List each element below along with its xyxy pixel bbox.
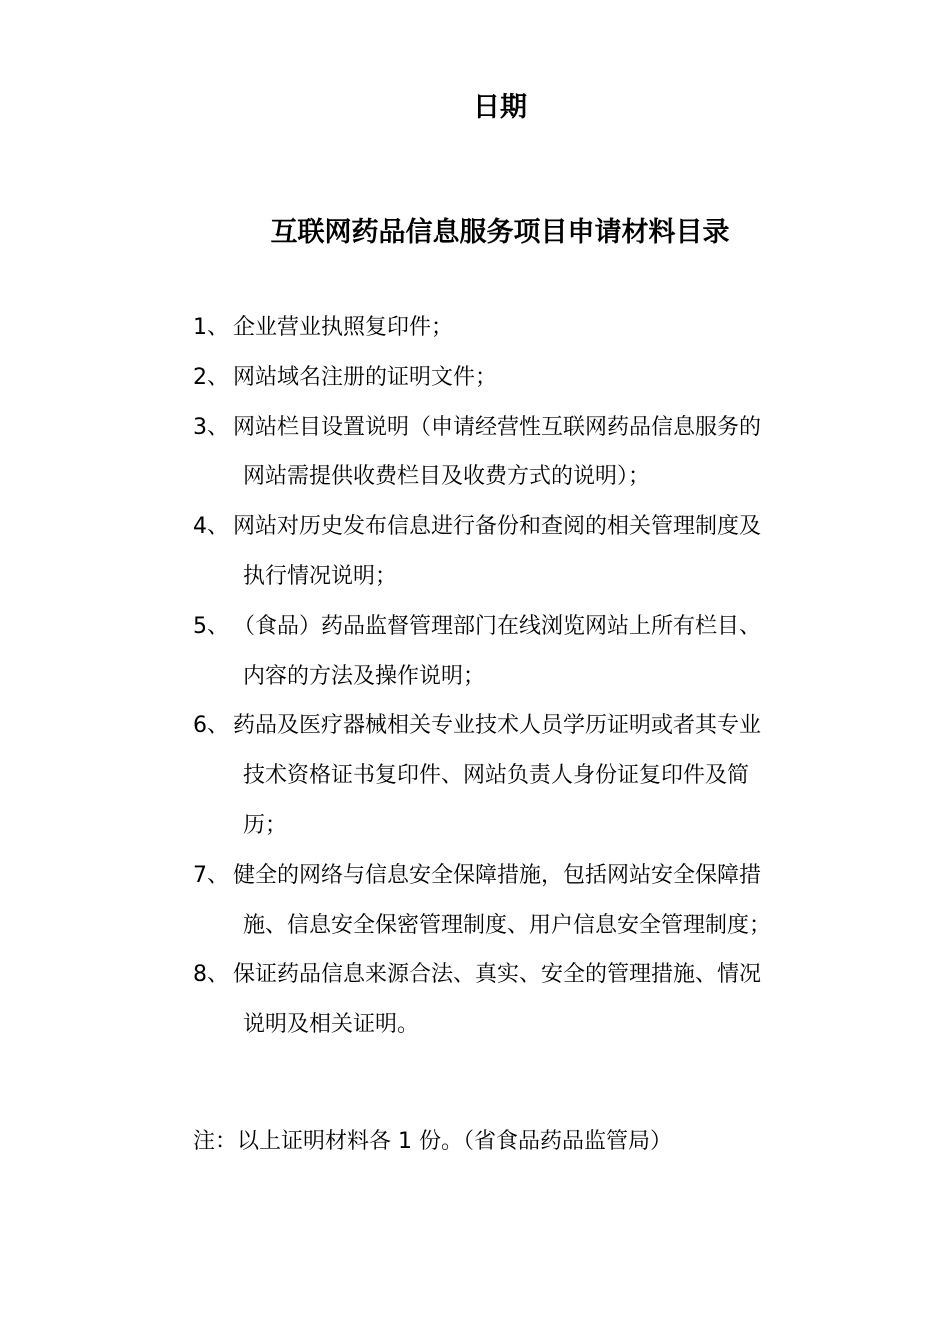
item-text bbox=[233, 353, 823, 403]
item-text bbox=[233, 701, 823, 850]
item-line: 技术资格证书复印件、网站负责人身份证复印件及简 bbox=[243, 763, 750, 789]
item-line: 施、信息安全保密管理制度、用户信息安全管理制度； bbox=[243, 912, 772, 938]
item-line: 说明及相关证明。 bbox=[243, 1012, 420, 1038]
item-line: 内容的方法及操作说明； bbox=[243, 663, 486, 689]
item-line: 执行情况说明； bbox=[243, 563, 398, 589]
item-text bbox=[233, 303, 823, 353]
footnote: 注：以上证明材料各 1 份。（省食品药品监管局） bbox=[193, 1129, 672, 1154]
item-line: （食品）药品监督管理部门在线浏览网站上所有栏目、 bbox=[233, 613, 762, 639]
list-item bbox=[193, 950, 823, 1050]
item-line: 保证药品信息来源合法、真实、安全的管理措施、情况 bbox=[233, 962, 762, 988]
item-line: 网站域名注册的证明文件； bbox=[233, 364, 498, 390]
list-item bbox=[193, 353, 823, 403]
item-number: 7、 bbox=[193, 862, 229, 888]
item-number: 1、 bbox=[193, 315, 229, 340]
item-line: 网站栏目设置说明（申请经营性互联网药品信息服务的 bbox=[233, 414, 762, 440]
date-heading: 日期 bbox=[473, 92, 527, 123]
item-line: 网站需提供收费栏目及收费方式的说明）； bbox=[243, 464, 651, 490]
materials-list bbox=[193, 303, 823, 1050]
item-text bbox=[233, 403, 823, 503]
item-line: 企业营业执照复印件； bbox=[233, 315, 454, 340]
item-number: 3、 bbox=[193, 414, 229, 440]
list-item bbox=[193, 701, 823, 850]
item-line: 历； bbox=[243, 812, 288, 838]
item-line: 药品及医疗器械相关专业技术人员学历证明或者其专业 bbox=[233, 713, 762, 739]
item-number: 5、 bbox=[193, 613, 229, 639]
item-number: 8、 bbox=[193, 962, 229, 988]
item-number: 6、 bbox=[193, 713, 229, 739]
item-text bbox=[233, 602, 823, 702]
item-number: 4、 bbox=[193, 514, 229, 540]
item-line: 健全的网络与信息安全保障措施，包括网站安全保障措 bbox=[233, 862, 762, 888]
item-text bbox=[233, 851, 823, 951]
list-item bbox=[193, 403, 823, 503]
list-item bbox=[193, 602, 823, 702]
item-text bbox=[233, 502, 823, 602]
item-line: 网站对历史发布信息进行备份和查阅的相关管理制度及 bbox=[233, 514, 762, 540]
list-item bbox=[193, 502, 823, 602]
item-text bbox=[233, 950, 823, 1050]
list-item bbox=[193, 303, 823, 353]
list-item bbox=[193, 851, 823, 951]
item-number: 2、 bbox=[193, 364, 229, 390]
document-title: 互联网药品信息服务项目申请材料目录 bbox=[270, 217, 730, 248]
